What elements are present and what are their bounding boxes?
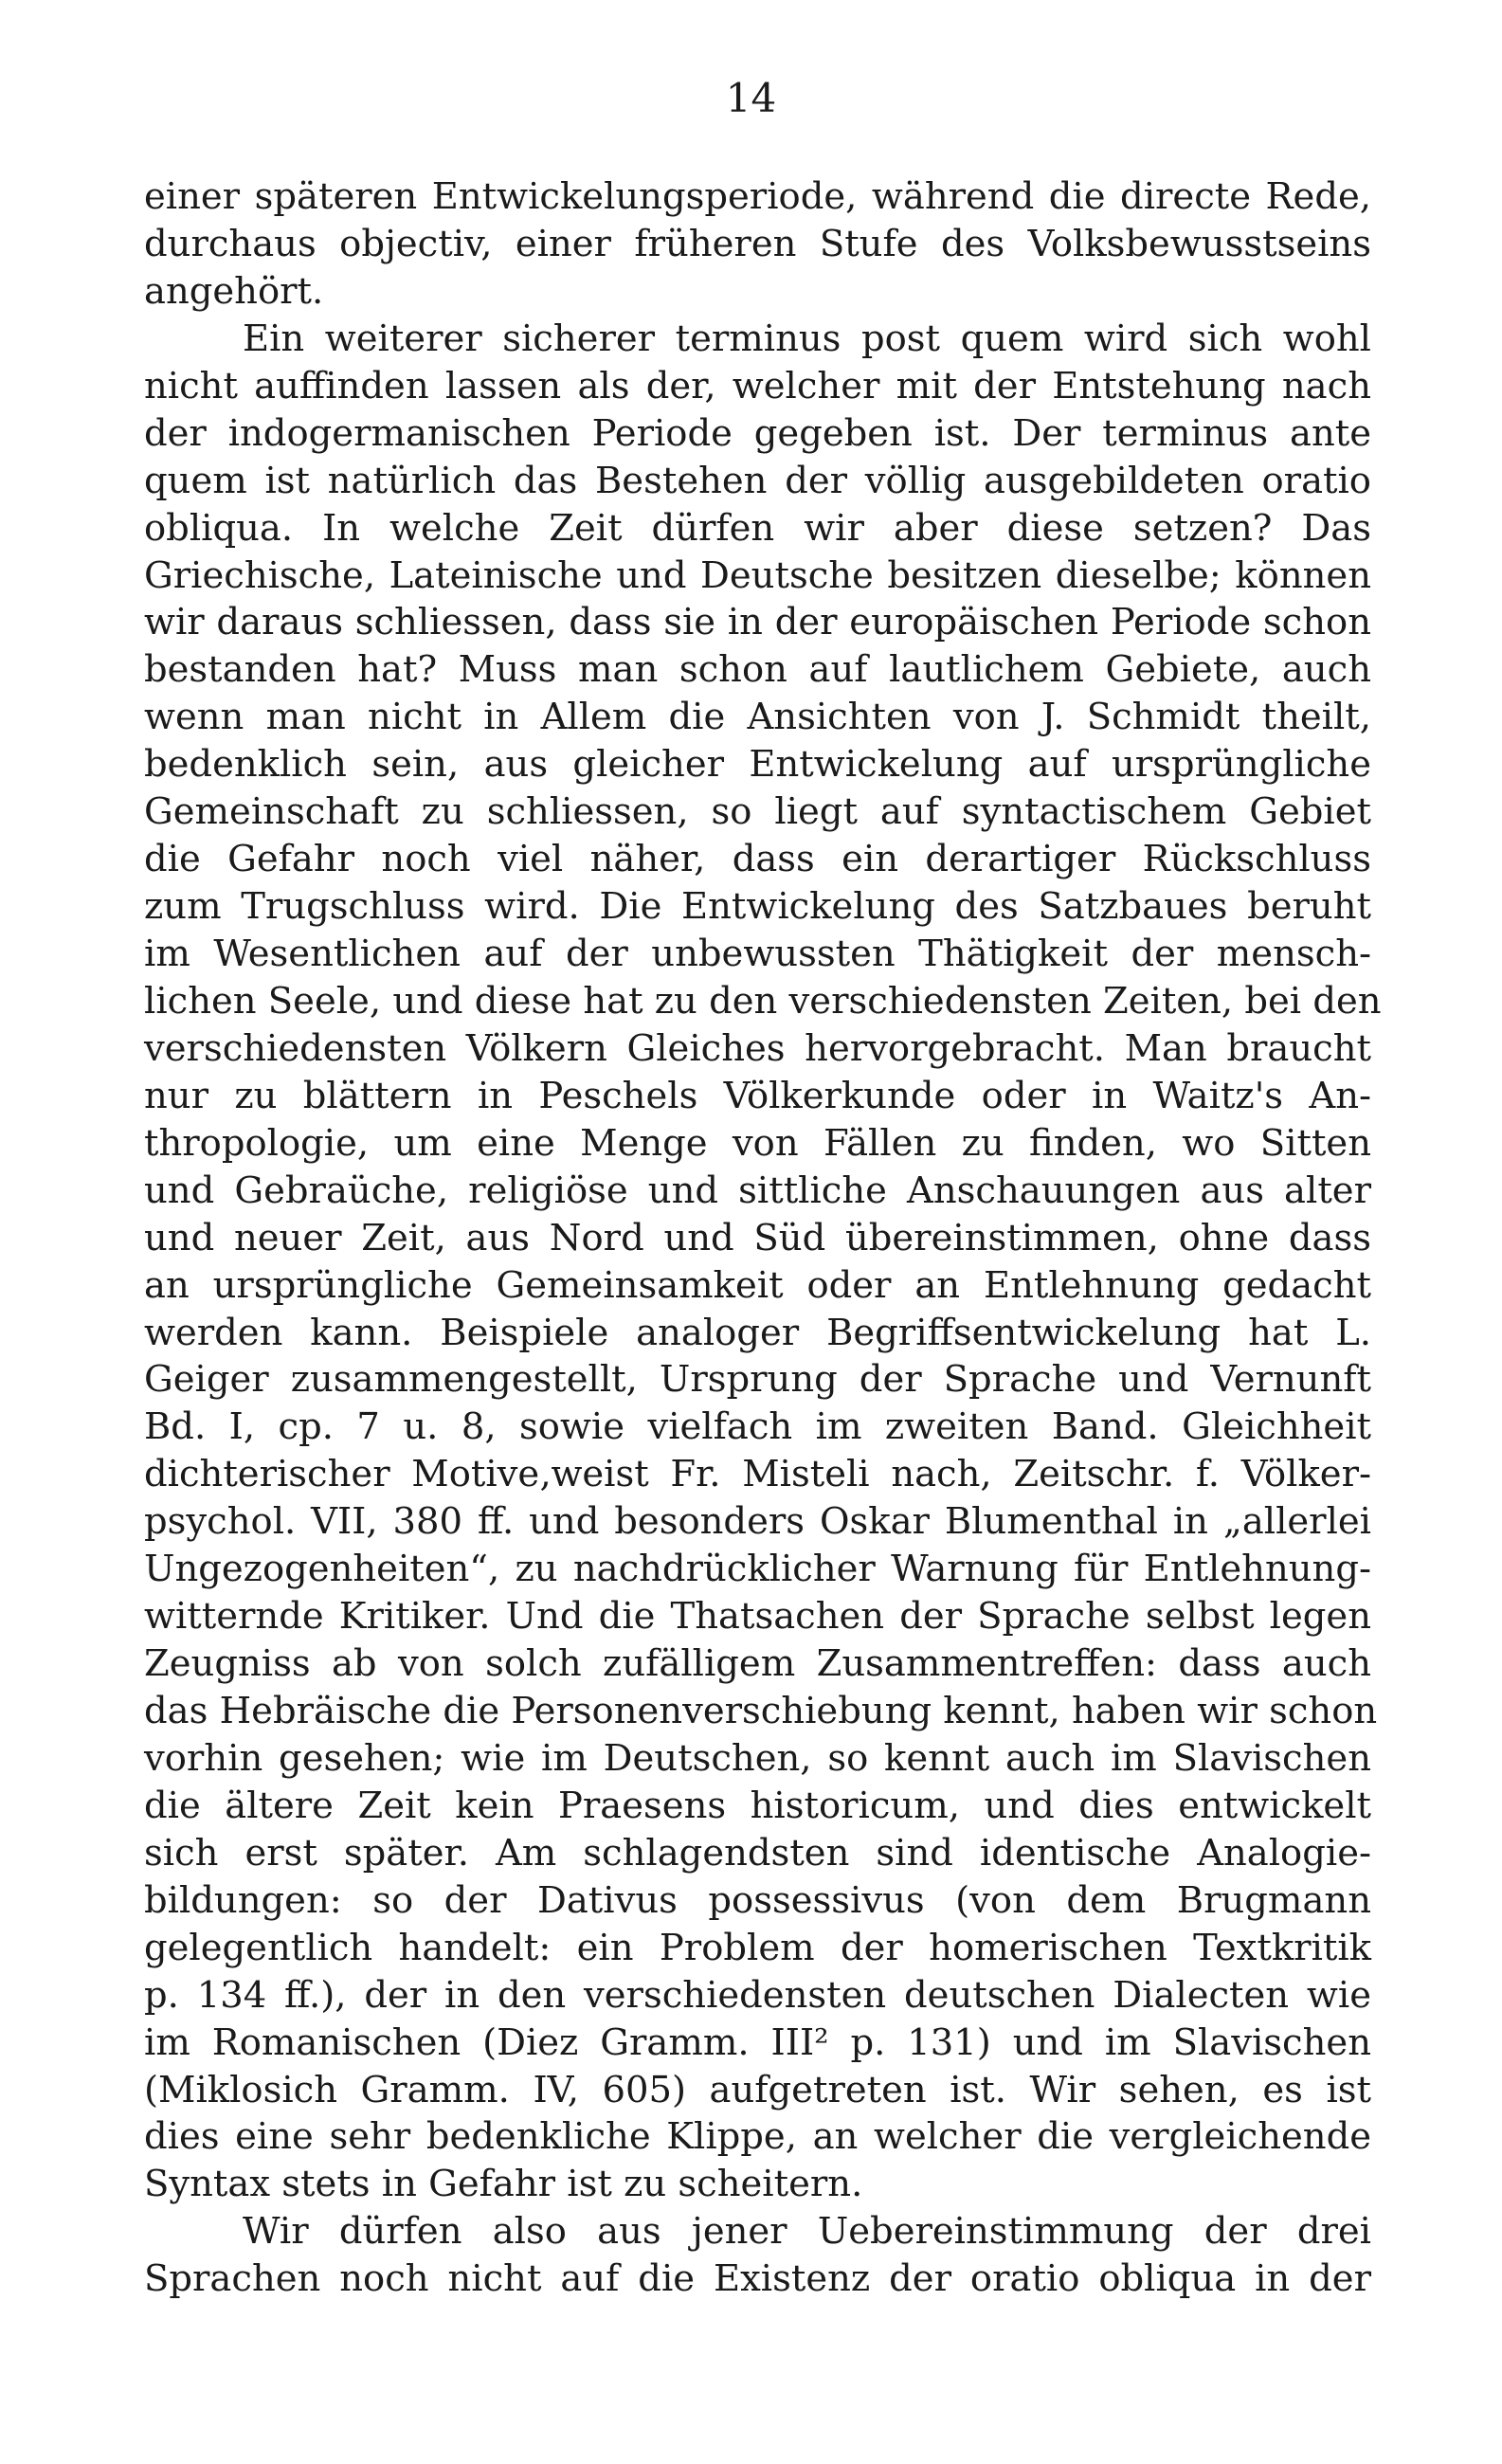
text-line: psychol. VII, 380 ff. und besonders Oskar Blumenthal in „allerlei (144, 1500, 1371, 1544)
text-line: gelegentlich handelt: ein Problem der homerischen Textkritik (144, 1926, 1371, 1969)
text-line: zum Trugschluss wird. Die Entwickelung des Satzbaues beruht (144, 885, 1371, 929)
text-line: Sprachen noch nicht auf die Existenz der oratio obliqua in der (144, 2257, 1371, 2301)
text-line: obliqua. In welche Zeit dürfen wir aber diese setzen? Das (144, 506, 1371, 550)
text-line: Gemeinschaft zu schliessen, so liegt auf syntactischem Gebiet (144, 790, 1371, 834)
text-line: Ungezogenheiten“, zu nachdrücklicher Warnung für Entlehnung- (144, 1548, 1371, 1591)
text-line: bedenklich sein, aus gleicher Entwickelung auf ursprüngliche (144, 743, 1371, 787)
text-line: Bd. I, cp. 7 u. 8, sowie vielfach im zweiten Band. Gleichheit (144, 1405, 1371, 1449)
text-line: (Miklosich Gramm. IV, 605) aufgetreten ist. Wir sehen, es ist (144, 2068, 1371, 2111)
text-line: bildungen: so der Dativus possessivus (von dem Brugmann (144, 1878, 1371, 1922)
text-line: nicht auffinden lassen als der, welcher mit der Entstehung nach (144, 364, 1371, 408)
text-line: sich erst später. Am schlagendsten sind identische Analogie- (144, 1831, 1371, 1875)
text-line: wenn man nicht in Allem die Ansichten von J. Schmidt theilt, (144, 696, 1371, 739)
text-line: an ursprüngliche Gemeinsamkeit oder an Entlehnung gedacht (144, 1263, 1371, 1307)
text-line: thropologie, um eine Menge von Fällen zu finden, wo Sitten (144, 1121, 1371, 1165)
text-line: p. 134 ff.), der in den verschiedensten deutschen Dialecten wie (144, 1973, 1371, 2017)
text-line: im Romanischen (Diez Gramm. III² p. 131) und im Slavischen (144, 2020, 1371, 2064)
text-line: der indogermanischen Periode gegeben ist. Der terminus ante (144, 411, 1371, 455)
text-line: nur zu blättern in Peschels Völkerkunde oder in Waitz's An- (144, 1074, 1371, 1117)
text-line: und Gebraüche, religiöse und sittliche Anschauungen aus alter (144, 1169, 1371, 1212)
text-line: die ältere Zeit kein Praesens historicum, und dies entwickelt (144, 1784, 1371, 1827)
text-line: dichterischer Motive‚weist Fr. Misteli nach, Zeitschr. f. Völker- (144, 1453, 1371, 1496)
text-line: Ein weiterer sicherer terminus post quem wird sich wohl (243, 317, 1371, 360)
body-text (144, 173, 1382, 2303)
page-number: 14 (725, 75, 777, 121)
text-line: vorhin gesehen; wie im Deutschen, so kennt auch im Slavischen (144, 1736, 1371, 1780)
text-line: Zeugniss ab von solch zufälligem Zusammentreffen: dass auch (144, 1642, 1371, 1686)
text-line: bestanden hat? Muss man schon auf lautlichem Gebiete, auch (144, 648, 1371, 692)
text-line: wir daraus schliessen, dass sie in der europäischen Periode schon (144, 601, 1371, 644)
text-line: Griechische, Lateinische und Deutsche besitzen dieselbe; können (144, 553, 1371, 597)
text-line: und neuer Zeit, aus Nord und Süd übereinstimmen, ohne dass (144, 1216, 1371, 1259)
text-line: im Wesentlichen auf der unbewussten Thätigkeit der mensch- (144, 933, 1371, 975)
text-line: einer späteren Entwickelungsperiode, während die directe Rede, (144, 175, 1371, 218)
text-line: das Hebräische die Personenverschiebung kennt, haben wir schon (144, 1690, 1378, 1732)
text-line: Syntax stets in Gefahr ist zu scheitern. (144, 2163, 863, 2206)
text-line: die Gefahr noch viel näher, dass ein derartiger Rückschluss (144, 838, 1371, 881)
text-line: verschiedensten Völkern Gleiches hervorgebracht. Man braucht (144, 1026, 1371, 1070)
text-line: Geiger zusammengestellt, Ursprung der Sprache und Vernunft (144, 1358, 1371, 1402)
text-line: quem ist natürlich das Bestehen der völlig ausgebildeten oratio (144, 459, 1371, 502)
text-line: lichen Seele, und diese hat zu den verschiedensten Zeiten, bei den (144, 979, 1382, 1023)
text-line: angehört. (144, 269, 324, 313)
text-line: dies eine sehr bedenkliche Klippe, an welcher die vergleichende (144, 2115, 1371, 2159)
text-line: durchaus objectiv, einer früheren Stufe des Volksbewusstseins (144, 222, 1371, 265)
text-line: werden kann. Beispiele analoger Begriffsentwickelung hat L. (144, 1311, 1371, 1354)
text-line: witternde Kritiker. Und die Thatsachen der Sprache selbst legen (144, 1595, 1371, 1639)
text-line: Wir dürfen also aus jener Uebereinstimmung der drei (243, 2210, 1371, 2254)
